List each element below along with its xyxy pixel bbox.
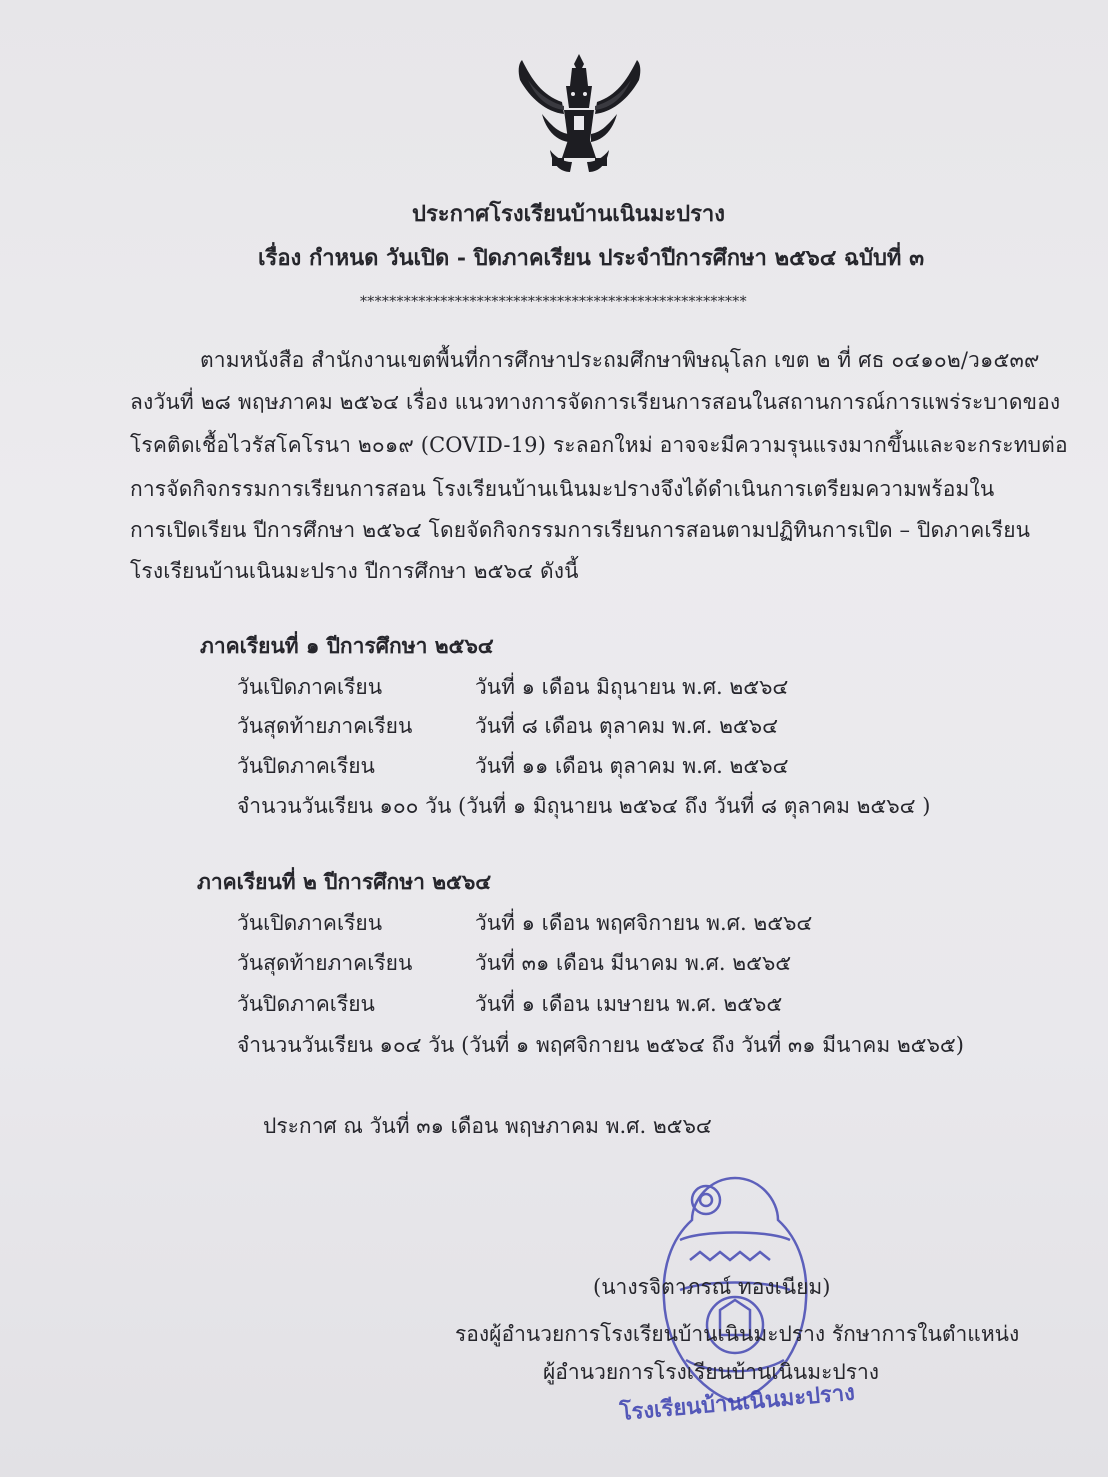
semester-1-last-label: วันสุดท้ายภาคเรียน xyxy=(237,714,413,738)
semester-2-last-date: วันที่ ๓๑ เดือน มีนาคม พ.ศ. ๒๕๖๕ xyxy=(475,951,792,975)
semester-2-open-date: วันที่ ๑ เดือน พฤศจิกายน พ.ศ. ๒๕๖๔ xyxy=(475,911,813,935)
semester-2-open-label: วันเปิดภาคเรียน xyxy=(237,911,383,935)
signatory-position-2: ผู้อำนวยการโรงเรียนบ้านเนินมะปราง xyxy=(543,1360,880,1384)
body-line-2: ลงวันที่ ๒๘ พฤษภาคม ๒๕๖๔ เรื่อง แนวทางการจัดการเรียนการสอนในสถานการณ์การแพร่ระบาดของ xyxy=(130,390,1061,414)
body-line-5: การเปิดเรียน ปีการศึกษา ๒๕๖๔ โดยจัดกิจกรรมการเรียนการสอนตามปฏิทินการเปิด – ปิดภาคเรียน xyxy=(130,518,1031,542)
announcement-date: ประกาศ ณ วันที่ ๓๑ เดือน พฤษภาคม พ.ศ. ๒๕๖๔ xyxy=(263,1114,712,1138)
stamp-text: โรงเรียนบ้านเนินมะปราง xyxy=(618,1379,856,1427)
semester-2-close-date: วันที่ ๑ เดือน เมษายน พ.ศ. ๒๕๖๕ xyxy=(475,992,783,1016)
body-line-4: การจัดกิจกรรมการเรียนการสอน โรงเรียนบ้านเนินมะปรางจึงได้ดำเนินการเตรียมความพร้อมใน xyxy=(130,477,995,501)
semester-2-close-label: วันปิดภาคเรียน xyxy=(237,992,375,1016)
semester-1-close-date: วันที่ ๑๑ เดือน ตุลาคม พ.ศ. ๒๕๖๔ xyxy=(475,754,789,778)
garuda-emblem-icon xyxy=(512,50,647,180)
separator-line: ***************************************************** xyxy=(360,294,747,310)
signatory-name: (นางรจิตาภรณ์ ทองเนียม) xyxy=(593,1275,831,1299)
semester-1-total: จำนวนวันเรียน ๑๐๐ วัน (วันที่ ๑ มิถุนายน ๒๕๖๔ ถึง วันที่ ๘ ตุลาคม ๒๕๖๔ ) xyxy=(237,794,931,818)
semester-1-heading: ภาคเรียนที่ ๑ ปีการศึกษา ๒๕๖๔ xyxy=(200,633,494,658)
semester-2-total: จำนวนวันเรียน ๑๐๔ วัน (วันที่ ๑ พฤศจิกายน ๒๕๖๔ ถึง วันที่ ๓๑ มีนาคม ๒๕๖๕) xyxy=(237,1033,964,1057)
body-line-3: โรคติดเชื้อไวรัสโคโรนา ๒๐๑๙ (COVID-19) ระลอกใหม่ อาจจะมีความรุนแรงมากขึ้นและจะกระทบต่อ xyxy=(130,433,1068,457)
page-title: ประกาศโรงเรียนบ้านเนินมะปราง xyxy=(412,201,726,227)
semester-1-last-date: วันที่ ๘ เดือน ตุลาคม พ.ศ. ๒๕๖๔ xyxy=(475,714,779,738)
semester-2-last-label: วันสุดท้ายภาคเรียน xyxy=(237,951,413,975)
semester-1-open-date: วันที่ ๑ เดือน มิถุนายน พ.ศ. ๒๕๖๔ xyxy=(475,675,789,699)
body-line-6: โรงเรียนบ้านเนินมะปราง ปีการศึกษา ๒๕๖๔ ดังนี้ xyxy=(130,559,579,583)
semester-1-close-label: วันปิดภาคเรียน xyxy=(237,754,375,778)
body-line-1: ตามหนังสือ สำนักงานเขตพื้นที่การศึกษาประถมศึกษาพิษณุโลก เขต ๒ ที่ ศธ ๐๔๑๐๒/ว๑๕๓๙ xyxy=(200,348,1040,372)
semester-1-open-label: วันเปิดภาคเรียน xyxy=(237,675,383,699)
signatory-position-1: รองผู้อำนวยการโรงเรียนบ้านเนินมะปราง รักษาการในตำแหน่ง xyxy=(455,1322,1020,1346)
semester-2-heading: ภาคเรียนที่ ๒ ปีการศึกษา ๒๕๖๔ xyxy=(197,869,492,894)
announcement-subject: เรื่อง กำหนด วันเปิด - ปิดภาคเรียน ประจำปีการศึกษา ๒๕๖๔ ฉบับที่ ๓ xyxy=(258,245,925,271)
